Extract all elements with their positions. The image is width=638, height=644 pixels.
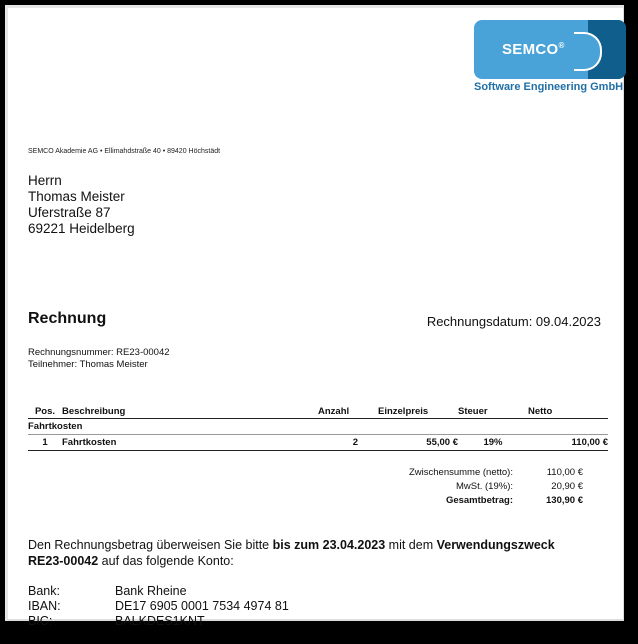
total-label: Gesamtbetrag: (445, 495, 513, 506)
bank-value: Bank Rheine (115, 584, 187, 598)
vat-value: 20,90 € (551, 481, 583, 492)
header-unit-price: Einzelpreis (378, 404, 458, 419)
cell-description: Fahrtkosten (62, 435, 318, 451)
header-description: Beschreibung (62, 404, 318, 419)
bank-label: Bank: (28, 584, 60, 598)
payment-text-3: auf das folgende Konto: (98, 554, 234, 568)
iban-value: DE17 6905 0001 7534 4974 81 (115, 599, 289, 613)
subtotal-value: 110,00 € (546, 467, 583, 478)
payment-instructions (28, 537, 555, 569)
line-items-table (28, 404, 608, 451)
payment-reference: RE23-00042 (28, 554, 99, 568)
invoice-meta (28, 347, 170, 371)
bic-label: BIC: (28, 614, 53, 628)
bank-details (28, 584, 289, 629)
iban-label: IBAN: (28, 599, 61, 613)
header-pos: Pos. (28, 404, 62, 419)
recipient-street: Uferstraße 87 (28, 205, 111, 220)
participant: Teilnehmer: Thomas Meister (28, 359, 148, 370)
logo-subtitle: Software Engineering GmbH (474, 81, 624, 93)
semco-logo (474, 20, 626, 79)
cell-quantity: 2 (318, 435, 378, 451)
vat-label: MwSt. (19%): (455, 481, 513, 492)
bank-row (28, 584, 289, 599)
header-quantity: Anzahl (318, 404, 378, 419)
bic-value: BALKDES1KNT (115, 614, 205, 628)
recipient-salutation: Herrn (28, 173, 62, 188)
cell-pos: 1 (28, 435, 62, 451)
invoice-title: Rechnung (28, 310, 107, 327)
cell-tax: 19% (458, 435, 528, 451)
payment-due-date: bis zum 23.04.2023 (272, 538, 386, 552)
payment-purpose-label: Verwendungszweck (436, 538, 555, 552)
bic-row (28, 614, 289, 629)
table-row (28, 435, 608, 451)
iban-row (28, 599, 289, 614)
total-value: 130,90 € (546, 495, 583, 506)
logo-brand: SEMCO® (502, 41, 565, 58)
totals-labels (409, 466, 513, 508)
totals-values (546, 466, 583, 508)
table-header-row (28, 404, 608, 419)
recipient-address (28, 173, 135, 237)
recipient-name: Thomas Meister (28, 189, 125, 204)
payment-text-2: mit dem (385, 538, 437, 552)
group-label: Fahrtkosten (28, 419, 608, 435)
payment-text-1: Den Rechnungsbetrag überweisen Sie bitte (28, 538, 273, 552)
subtotal-label: Zwischensumme (netto): (408, 467, 513, 478)
header-net: Netto (528, 404, 608, 419)
cell-unit-price: 55,00 € (378, 435, 458, 451)
invoice-page (5, 5, 624, 628)
recipient-city: 69221 Heidelberg (28, 221, 135, 236)
group-row (28, 419, 608, 435)
header-tax: Steuer (458, 404, 528, 419)
invoice-date: Rechnungsdatum: 09.04.2023 (426, 314, 601, 329)
invoice-number: Rechnungsnummer: RE23-00042 (28, 347, 170, 358)
sender-line: SEMCO Akademie AG • Ellimahdstraße 40 • 89420 Höchstädt (28, 148, 221, 155)
cell-net: 110,00 € (528, 435, 608, 451)
